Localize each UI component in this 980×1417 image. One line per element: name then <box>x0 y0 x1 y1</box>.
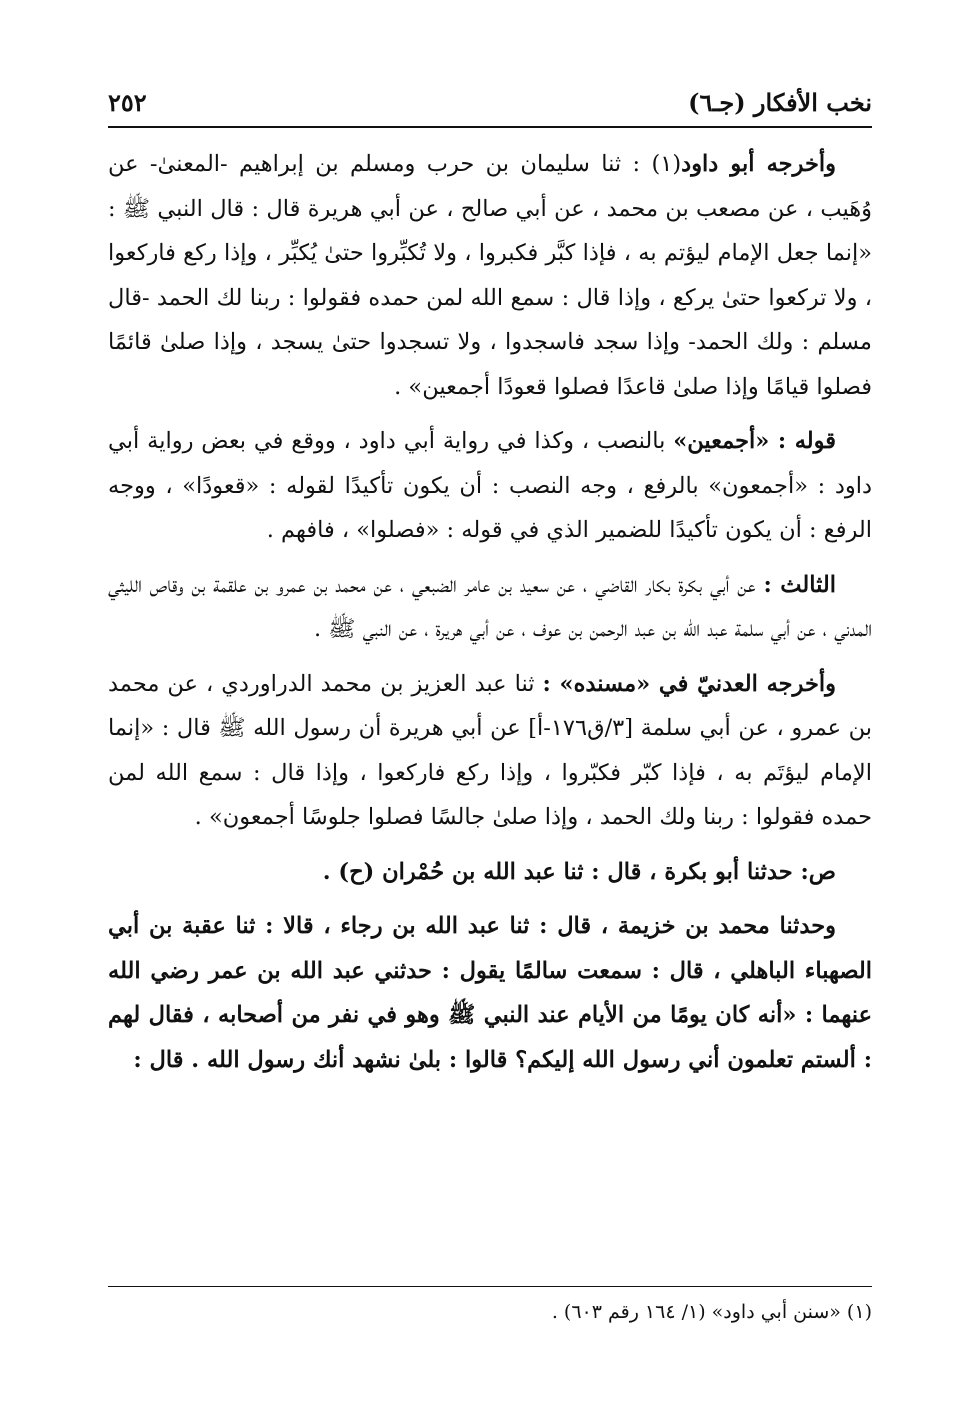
paragraph-lead: الثالث : <box>763 571 836 598</box>
book-title: نخب الأفكار (جـ٦) <box>688 87 872 117</box>
paragraph-text: حدثنا أبو بكرة ، قال : ثنا عبد الله بن حُمْران (ح) . <box>322 858 801 885</box>
header-divider <box>108 126 872 128</box>
page-number: ٢٥٢ <box>108 87 147 117</box>
footnote-divider <box>108 1286 872 1287</box>
page-body <box>108 142 872 1092</box>
paragraph-ajmaeen <box>108 419 872 553</box>
paragraph-lead: وأخرجه العدنيّ في «مسنده» : <box>542 670 836 697</box>
paragraph-text: ثنا عبد العزيز بن محمد الدراوردي ، عن محمد بن عمرو ، عن أبي سلمة [٣/ق١٧٦-أ] عن أبي هريرة أن رسول الله ﷺ قال : «إنما الإمام ليؤتَم به ، فإذا كبّر فكبّروا ، وإذا ركع فاركعوا ، وإذا قال : سمع الله لمن حمده فقولوا : ربنا ولك الحمد ، وإذا صلىٰ جالسًا فصلوا جلوسًا أجمعون» . <box>108 670 872 830</box>
page-header <box>108 82 872 122</box>
paragraph-lead: وأخرجه أبو داود <box>681 151 836 177</box>
paragraph-text: (١) : ثنا سليمان بن حرب ومسلم بن إبراهيم -المعنىٰ- عن وُهَيب ، عن مصعب بن محمد ، عن أبي صالح ، عن أبي هريرة قال : قال النبي ﷺ : «إنما جعل الإمام ليؤتم به ، فإذا كبَّر فكبروا ، ولا تُكبِّروا حتىٰ يُكبِّر ، وإذا ركع فاركعوا ، ولا تركعوا حتىٰ يركع ، وإذا قال : سمع الله لمن حمده فقولوا : ربنا لك الحمد -قال مسلم : ولك الحمد- وإذا سجد فاسجدوا ، ولا تسجدوا حتىٰ يسجد ، وإذا صلىٰ قائمًا فصلوا قيامًا وإذا صلىٰ قاعدًا فصلوا قعودًا أجمعين» . <box>108 151 872 400</box>
paragraph-text: عن أبي بكرة بكار القاضي ، عن سعيد بن عامر الضبعي ، عن محمد بن عمرو بن علقمة بن وقاص الليثي المدني ، عن أبي سلمة عبد الله بن عبد الرحمن بن عوف ، عن أبي هريرة ، عن النبي ﷺ . <box>108 571 872 642</box>
paragraph-text: وحدثنا محمد بن خزيمة ، قال : ثنا عبد الله بن رجاء ، قالا : ثنا عقبة بن أبي الصهباء الباهلي ، قال : سمعت سالمًا يقول : حدثني عبد الله بن عمر رضي الله عنهما : «أنه كان يومًا من الأيام عند النبي ﷺ وهو في نفر من أصحابه ، فقال لهم : ألستم تعلمون أني رسول الله إليكم؟ قالوا : بلىٰ نشهد أنك رسول الله . قال : <box>108 913 872 1073</box>
paragraph-text: بالنصب ، وكذا في رواية أبي داود ، ووقع في بعض رواية أبي داود : «أجمعون» بالرفع ، وجه النصب : أن يكون تأكيدًا لقوله : «قعودًا» ، ووجه الرفع : أن يكون تأكيدًا للضمير الذي في قوله : «فصلوا» ، فافهم . <box>108 428 872 543</box>
paragraph-hadith-ibn-umar <box>108 904 872 1082</box>
paragraph-abu-dawud <box>108 142 872 409</box>
paragraph-adani <box>108 662 872 840</box>
paragraph-third <box>108 563 872 652</box>
paragraph-lead: ص: <box>800 858 836 885</box>
footnote: (١) «سنن أبي داود» (١/ ١٦٤ رقم ٦٠٣) . <box>551 1301 872 1323</box>
paragraph-lead: قوله : «أجمعين» <box>673 428 836 454</box>
paragraph-sad <box>108 850 872 895</box>
